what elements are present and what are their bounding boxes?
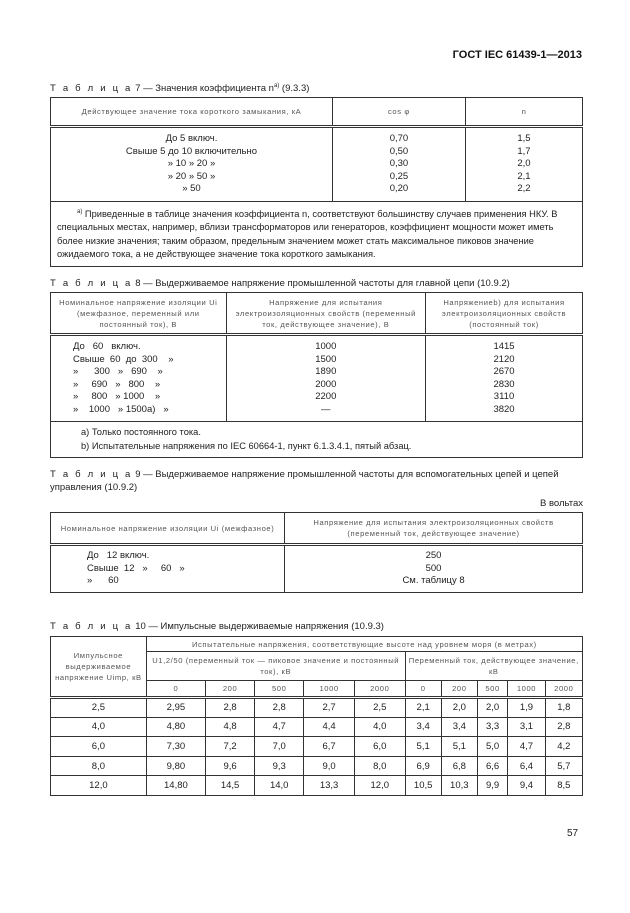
- altitude-header: 0: [405, 681, 441, 698]
- table-cell: 7,30: [146, 737, 205, 757]
- table-cell: 4,80: [146, 717, 205, 737]
- t9-cell: » 60: [87, 575, 119, 586]
- table7: Действующее значение тока короткого замыкания, кА cos φ n До 5 включ. Свыше 5 до 10 включительно » 10 » 20 » » 20 » 50 » » 50 0,70 0,50 0,30 0,25 0,20 1,5 1,7 2,0 2,1 2,2 $^{a)}$ Приведенные в таблице значения коэффициента n, соответствуют большинству случаев применения НКУ. В специальных местах, например, вблизи трансформаторов или генераторов, коэффициент мощности может иметь более низкие значения; таким образом, предельным значением может стать максимальное пиковов значение ожидаемого тока, а не действующее значение тока короткого замыкания.: [50, 97, 583, 267]
- altitude-header: 0: [146, 681, 205, 698]
- t7-cell: 0,30: [389, 158, 409, 169]
- t8-cell: 1415: [493, 341, 515, 352]
- t9-cell: До 12 включ.: [87, 550, 150, 561]
- table-cell: 12,0: [51, 776, 147, 796]
- altitude-header: 200: [441, 681, 477, 698]
- page-number: 57: [567, 828, 579, 839]
- table8-caption: Т а б л и ц а 8 — Выдерживаемое напряжение промышленной частоты для главной цепи (10.9.2): [50, 278, 510, 289]
- table-cell: 6,4: [508, 756, 545, 776]
- table-cell: 1,8: [545, 698, 582, 718]
- table-row: [51, 737, 583, 757]
- table7-footnote: $^{a)}$ Приведенные в таблице значения коэффициента n, соответствуют большинству случаев применения НКУ. В специальных местах, например, вблизи трансформаторов или генераторов, коэффициент мощности может иметь более низкие значения; таким образом, предельным значением может стать максимальное пиковов значение ожидаемого тока, а не действующее значение тока короткого замыкания.: [51, 201, 583, 266]
- standard-header: ГОСТ IEC 61439-1—2013: [452, 49, 582, 61]
- t8-cell: 2200: [315, 391, 337, 402]
- table-cell: 5,1: [405, 737, 441, 757]
- t7-cell: » 20 » 50 »: [167, 170, 216, 182]
- table-cell: 2,8: [255, 698, 304, 718]
- table-cell: 8,5: [545, 776, 582, 796]
- table-cell: 2,8: [206, 698, 255, 718]
- t8-cell: 1500: [315, 353, 337, 365]
- table-cell: 6,6: [477, 756, 507, 776]
- table-cell: 2,7: [304, 698, 355, 718]
- t7-cell: » 50: [182, 183, 201, 194]
- t7-cell: 0,70: [389, 133, 409, 144]
- table9-unit: В вольтах: [539, 498, 583, 509]
- table-cell: 4,0: [354, 717, 405, 737]
- t7-cell: 0,25: [389, 170, 409, 182]
- table-cell: 8,0: [51, 756, 147, 776]
- table-cell: 14,0: [255, 776, 304, 796]
- table-cell: 2,0: [477, 698, 507, 718]
- t8-cell: 2000: [315, 378, 337, 390]
- altitude-header: 200: [206, 681, 255, 698]
- t7-cell: 1,7: [517, 145, 531, 157]
- table10: Импульсное выдерживаемое напряжение Uimp, кВ Испытательные напряжения, соответствующие высоте над уровнем моря (в метрах) U1,2/50 (переменный ток — пиковое значение и постоянный ток), кВ Переменный ток, действующее значение, кВ 0 200 500 1000 2000 0 200 500 1000 2000 2,5 2,95 2,8 2,8 2,7 2,5 2,1 2,0 2,0 1,9 1,8 4,0 4,80 4,8 4,7 4,4 4,0 3,4 3,4 3,3 3,1 2,8 6,0 7,30 7,2 7,0 6,7 6,0 5,1 5,1 5,0 4,7 4,2 8,0 9,80 9,6 9,3 9,0 8,0 6,9 6,8 6,6 6,4 5,7 12,0 14,80 14,5 14,0 13,3 12,0 10,5 10,3 9,9 9,4 8,5: [50, 636, 583, 796]
- table-cell: 12,0: [354, 776, 405, 796]
- table-cell: 4,0: [51, 717, 147, 737]
- table-cell: 14,5: [206, 776, 255, 796]
- table-cell: 8,0: [354, 756, 405, 776]
- table-cell: 3,4: [441, 717, 477, 737]
- t7-cell: До 5 включ.: [165, 133, 218, 144]
- altitude-header: 1000: [304, 681, 355, 698]
- table-row: [51, 776, 583, 796]
- table-cell: 9,80: [146, 756, 205, 776]
- table-cell: 6,8: [441, 756, 477, 776]
- t8-cell: —: [321, 403, 331, 415]
- t7-cell: 2,1: [517, 170, 531, 182]
- t7-cell: » 10 » 20 »: [167, 158, 216, 169]
- t8-cell: 3820: [493, 403, 515, 415]
- table-row: [51, 698, 583, 718]
- t9-cell: См. таблицу 8: [402, 575, 465, 586]
- t9-cell: Свыше 12 » 60 »: [87, 562, 185, 574]
- t8-cell: До 60 включ.: [73, 341, 141, 352]
- table-cell: 13,3: [304, 776, 355, 796]
- table-cell: 10,5: [405, 776, 441, 796]
- table-cell: 5,0: [477, 737, 507, 757]
- table-cell: 2,1: [405, 698, 441, 718]
- t7-cell: 2,0: [517, 158, 531, 169]
- table9: Номинальное напряжение изоляции Ui (межфазное) Напряжение для испытания электроизоляционных свойств (переменный ток, действующее значение) До 12 включ. Свыше 12 » 60 » » 60 250 500 См. таблицу 8: [50, 512, 583, 593]
- table-cell: 4,2: [545, 737, 582, 757]
- table-cell: 2,0: [441, 698, 477, 718]
- t8-cell: » 690 » 800 »: [73, 378, 161, 390]
- table-cell: 10,3: [441, 776, 477, 796]
- table-cell: 7,2: [206, 737, 255, 757]
- table-cell: 2,5: [354, 698, 405, 718]
- altitude-header: 500: [255, 681, 304, 698]
- table-cell: 9,6: [206, 756, 255, 776]
- table-cell: 6,0: [51, 737, 147, 757]
- table-cell: 6,9: [405, 756, 441, 776]
- table-row: [51, 756, 583, 776]
- table7-caption: Т а б л и ц а 7 — Значения коэффициента $n^{a)}$ (9.3.3): [50, 83, 310, 95]
- t8-cell: » 300 » 690 »: [73, 366, 163, 377]
- table-cell: 3,1: [508, 717, 545, 737]
- table-cell: 4,4: [304, 717, 355, 737]
- table-cell: 2,8: [545, 717, 582, 737]
- table-cell: 9,4: [508, 776, 545, 796]
- table-cell: 3,4: [405, 717, 441, 737]
- table-cell: 2,95: [146, 698, 205, 718]
- table-cell: 3,3: [477, 717, 507, 737]
- altitude-header: 500: [477, 681, 507, 698]
- table-cell: 9,0: [304, 756, 355, 776]
- table9-caption: Т а б л и ц а 9 — Выдерживаемое напряжение промышленной частоты для вспомогательных цепей и цепей управления (10.9.2): [50, 469, 559, 493]
- table-cell: 4,8: [206, 717, 255, 737]
- t8-cell: 1000: [315, 341, 337, 352]
- table8: Номинальное напряжение изоляции Ui (межфазное, переменный или постоянный ток), В Напряжение для испытания электроизоляционных свойств (переменный ток, действующее значение), В Напряжениеb) для испытания электроизоляционных свойств (постоянный ток) До 60 включ. Свыше 60 до 300 » » 300 » 690 » » 690 » 800 » » 800 » 1000 » » 1000 » 1500a) » 1000 1500 1890 2000 2200 — 1415 2120 2670 2830 3110 3820 a) Только постоянного тока. b) Испытательные напряжения по IEC 60664-1, пункт 6.1.3.4.1, пятый абзац.: [50, 292, 583, 458]
- t7-cell: 0,50: [389, 145, 409, 157]
- t8-cell: » 800 » 1000 »: [73, 391, 161, 402]
- table-cell: 1,9: [508, 698, 545, 718]
- t9-cell: 500: [425, 562, 442, 574]
- t8-cell: Свыше 60 до 300 »: [73, 353, 174, 365]
- table-row: [51, 717, 583, 737]
- table-cell: 6,0: [354, 737, 405, 757]
- table-cell: 6,7: [304, 737, 355, 757]
- t8-cell: 2830: [493, 378, 515, 390]
- t8-cell: 1890: [315, 366, 337, 377]
- table-cell: 14,80: [146, 776, 205, 796]
- t8-cell: 2120: [493, 353, 515, 365]
- t7-cell: Свыше 5 до 10 включительно: [125, 145, 258, 157]
- table-cell: 4,7: [255, 717, 304, 737]
- table8-footnote-b: b) Испытательные напряжения по IEC 60664-1, пункт 6.1.3.4.1, пятый абзац.: [81, 440, 412, 451]
- t8-cell: 2670: [493, 366, 515, 377]
- table8-footnote-a: a) Только постоянного тока.: [81, 427, 201, 437]
- t7-cell: 1,5: [517, 133, 531, 144]
- table-cell: 5,7: [545, 756, 582, 776]
- altitude-header: 2000: [354, 681, 405, 698]
- t9-cell: 250: [425, 550, 442, 561]
- table-cell: 7,0: [255, 737, 304, 757]
- table10-caption: Т а б л и ц а 10 — Импульсные выдерживаемые напряжения (10.9.3): [50, 621, 384, 632]
- t8-cell: 3110: [493, 391, 515, 402]
- table-cell: 4,7: [508, 737, 545, 757]
- t7-cell: 0,20: [389, 183, 409, 194]
- table-cell: 2,5: [51, 698, 147, 718]
- altitude-header: 2000: [545, 681, 582, 698]
- table-cell: 9,9: [477, 776, 507, 796]
- altitude-header: 1000: [508, 681, 545, 698]
- table-cell: 5,1: [441, 737, 477, 757]
- table-cell: 9,3: [255, 756, 304, 776]
- t8-cell: » 1000 » 1500a) »: [73, 403, 169, 415]
- t7-cell: 2,2: [517, 183, 531, 194]
